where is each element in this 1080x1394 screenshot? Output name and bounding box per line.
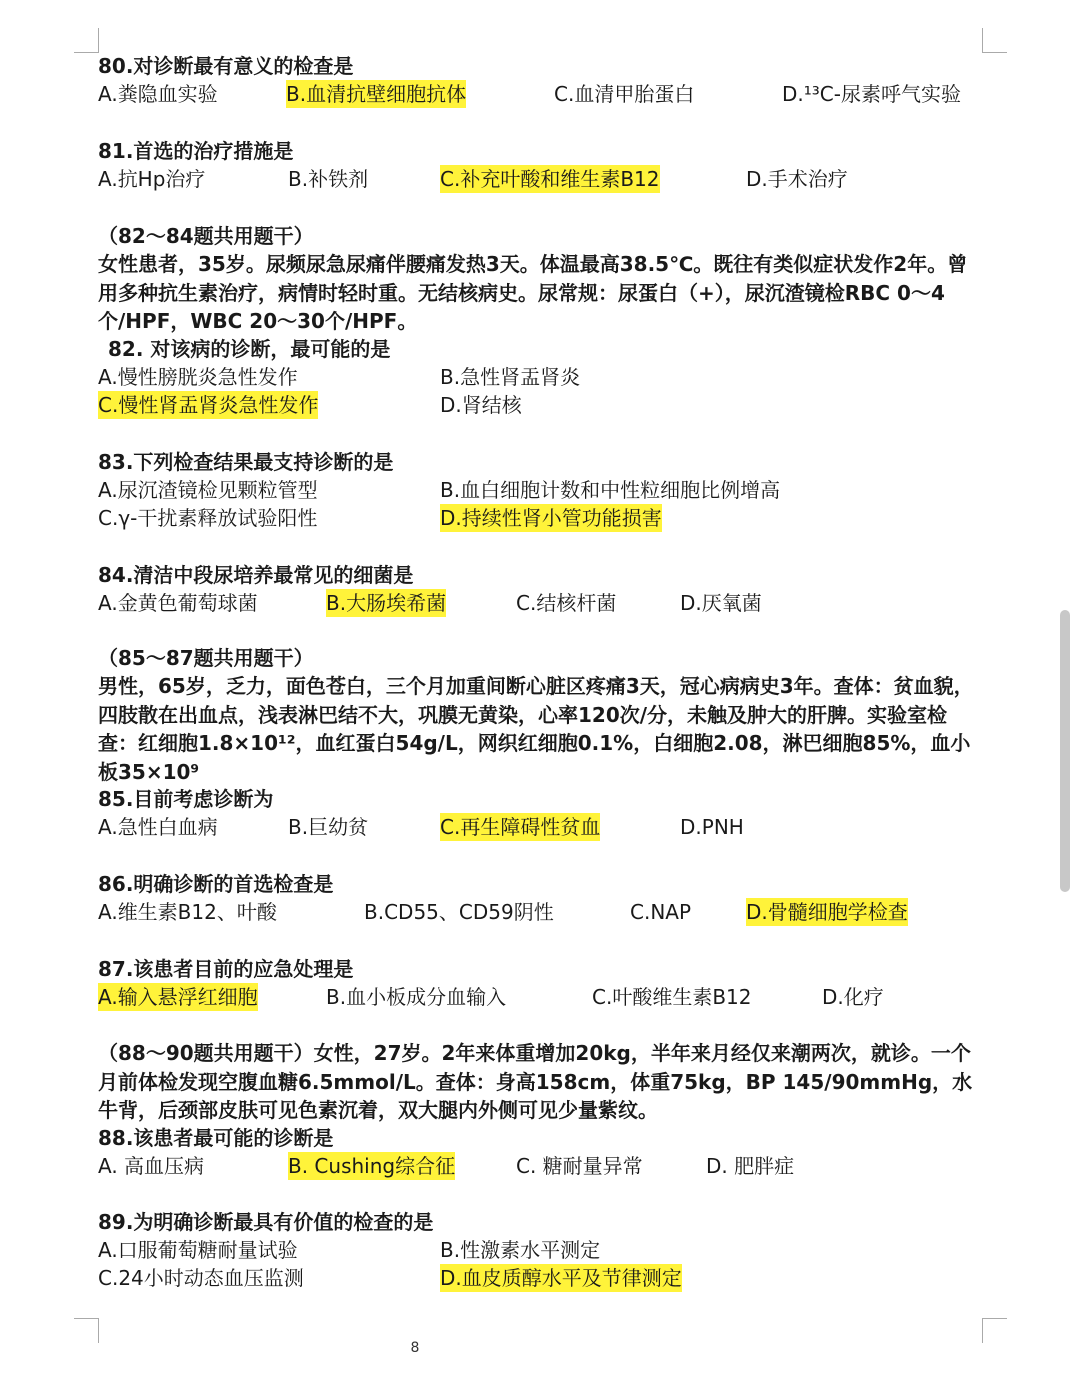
option-83-a: A.尿沉渣镜检见颗粒管型 — [98, 478, 318, 502]
option-81-a: A.抗Hp治疗 — [98, 167, 206, 191]
option-82-b: B.急性肾盂肾炎 — [440, 365, 581, 389]
option-87-a-answer: A.输入悬浮红细胞 — [98, 985, 258, 1009]
option-88-c: C. 糖耐量异常 — [516, 1154, 643, 1178]
question-88-title: 88.该患者最可能的诊断是 — [98, 1126, 334, 1150]
option-89-c: C.24小时动态血压监测 — [98, 1266, 304, 1290]
option-83-d-answer: D.持续性肾小管功能损害 — [440, 506, 662, 530]
option-87-c: C.叶酸维生素B12 — [592, 985, 752, 1009]
option-80-b-answer: B.血清抗壁细胞抗体 — [286, 82, 467, 106]
question-82-title: 82. 对该病的诊断，最可能的是 — [108, 337, 391, 361]
option-80-d: D.¹³C-尿素呼气实验 — [782, 82, 961, 106]
option-86-b: B.CD55、CD59阴性 — [364, 900, 554, 924]
option-84-d: D.厌氧菌 — [680, 591, 762, 615]
option-83-c: C.γ-干扰素释放试验阳性 — [98, 506, 318, 530]
crop-mark-bottom-left — [74, 1318, 99, 1343]
question-81-title: 81.首选的治疗措施是 — [98, 139, 294, 163]
option-81-c-answer: C.补充叶酸和维生素B12 — [440, 167, 660, 191]
option-80-c: C.血清甲胎蛋白 — [554, 82, 695, 106]
option-87-b: B.血小板成分血输入 — [326, 985, 507, 1009]
option-80-a: A.粪隐血实验 — [98, 82, 218, 106]
question-87-title: 87.该患者目前的应急处理是 — [98, 957, 354, 981]
scrollbar-thumb[interactable] — [1060, 610, 1070, 892]
option-83-b: B.血白细胞计数和中性粒细胞比例增高 — [440, 478, 781, 502]
option-85-a: A.急性白血病 — [98, 815, 218, 839]
option-86-d-answer: D.骨髓细胞学检查 — [746, 900, 908, 924]
option-89-a: A.口服葡萄糖耐量试验 — [98, 1238, 298, 1262]
crop-mark-top-left — [74, 28, 99, 53]
question-86-title: 86.明确诊断的首选检查是 — [98, 872, 334, 896]
crop-mark-top-right — [982, 28, 1007, 53]
option-85-b: B.巨幼贫 — [288, 815, 369, 839]
option-88-a: A. 高血压病 — [98, 1154, 205, 1178]
option-84-a: A.金黄色葡萄球菌 — [98, 591, 258, 615]
option-84-b-answer: B.大肠埃希菌 — [326, 591, 447, 615]
option-85-c-answer: C.再生障碍性贫血 — [440, 815, 601, 839]
question-89-title: 89.为明确诊断最具有价值的检查的是 — [98, 1210, 434, 1234]
page-number: 8 — [410, 1340, 420, 1356]
question-80-title: 80.对诊断最有意义的检查是 — [98, 54, 354, 78]
option-85-d: D.PNH — [680, 815, 744, 839]
crop-mark-bottom-right — [982, 1318, 1007, 1343]
option-81-d: D.手术治疗 — [746, 167, 848, 191]
question-83-title: 83.下列检查结果最支持诊断的是 — [98, 450, 394, 474]
option-89-b: B.性激素水平测定 — [440, 1238, 601, 1262]
group-82-84-header: （82～84题共用题干） — [98, 224, 314, 248]
option-89-d-answer: D.血皮质醇水平及节律测定 — [440, 1266, 682, 1290]
option-87-d: D.化疗 — [822, 985, 884, 1009]
option-81-b: B.补铁剂 — [288, 167, 369, 191]
option-88-d: D. 肥胖症 — [706, 1154, 795, 1178]
question-84-title: 84.清洁中段尿培养最常见的细菌是 — [98, 563, 414, 587]
group-85-87-header: （85～87题共用题干） — [98, 646, 314, 670]
option-84-c: C.结核杆菌 — [516, 591, 617, 615]
option-82-a: A.慢性膀胱炎急性发作 — [98, 365, 298, 389]
group-82-84-stem: 女性患者，35岁。尿频尿急尿痛伴腰痛发热3天。体温最高38.5℃。既往有类似症状发作2年。曾用多种抗生素治疗，病情时轻时重。无结核病史。尿常规：尿蛋白（+），尿沉渣镜检RBC 0～4个/HPF，WBC 20～30个/HPF。 — [98, 252, 968, 333]
option-82-c-answer: C.慢性肾盂肾炎急性发作 — [98, 393, 319, 417]
option-82-d: D.肾结核 — [440, 393, 522, 417]
group-88-90-stem: （88～90题共用题干）女性，27岁。2年来体重增加20kg，半年来月经仅来潮两次，就诊。一个月前体检发现空腹血糖6.5mmol/L。查体：身高158cm，体重75kg，BP 145/90mmHg，水牛背，后颈部皮肤可见色素沉着，双大腿内外侧可见少量紫纹。 — [98, 1041, 973, 1122]
option-88-b-answer: B. Cushing综合征 — [288, 1154, 456, 1178]
option-86-c: C.NAP — [630, 900, 692, 924]
question-85-title: 85.目前考虑诊断为 — [98, 787, 274, 811]
group-85-87-stem: 男性，65岁，乏力，面色苍白，三个月加重间断心脏区疼痛3天，冠心病病史3年。查体：贫血貌，四肢散在出血点，浅表淋巴结不大，巩膜无黄染，心率120次/分，未触及肿大的肝脾。实验室检查：红细胞1.8×10¹²，血红蛋白54g/L，网织红细胞0.1%，白细胞2.08，淋巴细胞85%，血小板35×10⁹ — [98, 674, 974, 784]
option-86-a: A.维生素B12、叶酸 — [98, 900, 277, 924]
